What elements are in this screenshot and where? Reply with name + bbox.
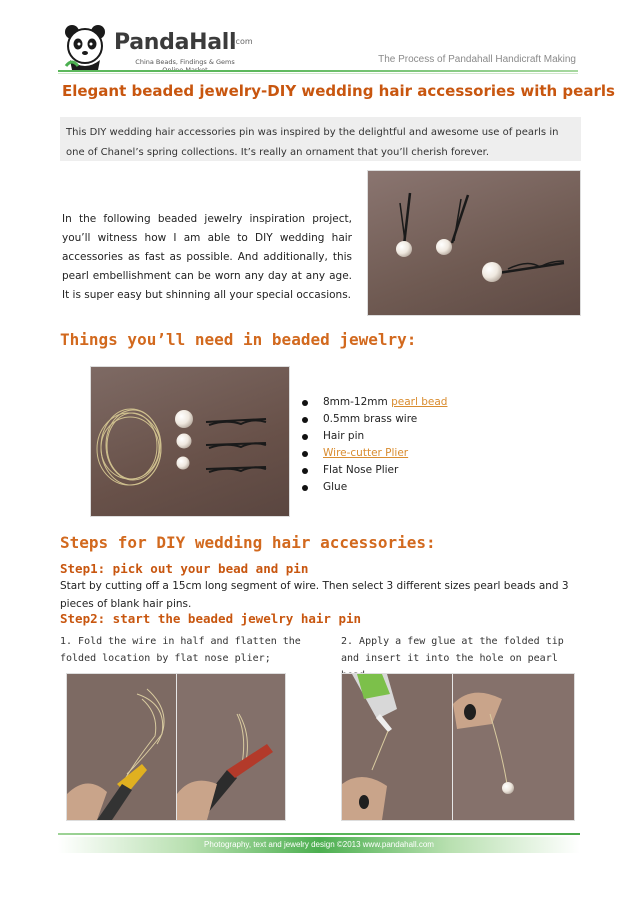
list-item bbox=[312, 428, 447, 445]
materials-photo bbox=[90, 366, 290, 517]
material-text: Glue bbox=[323, 481, 348, 493]
header-subtitle: The Process of Pandahall Handicraft Making bbox=[378, 54, 576, 65]
footer-credit: Photography, text and jewelry design ©2013 www.pandahall.com bbox=[204, 840, 434, 849]
material-text: 0.5mm brass wire bbox=[323, 413, 418, 425]
logo-domain: .com bbox=[233, 37, 253, 46]
logo-wordmark: PandaHall bbox=[114, 30, 237, 55]
header-divider bbox=[58, 70, 578, 72]
list-item bbox=[312, 445, 447, 462]
material-text: 8mm-12mm bbox=[323, 396, 392, 408]
list-item bbox=[312, 462, 447, 479]
photo-divider bbox=[176, 674, 177, 820]
materials-illustration bbox=[91, 367, 289, 516]
list-item bbox=[312, 479, 447, 496]
pearl-hairpins-photo bbox=[367, 170, 581, 316]
footer-divider bbox=[58, 833, 580, 835]
list-item bbox=[312, 394, 447, 411]
pearl-bead-link[interactable]: pearl bead bbox=[391, 396, 448, 408]
step2-instruction-1: 1. Fold the wire in half and flatten the folded location by flat nose plier; bbox=[60, 636, 301, 664]
folding-wire-photo bbox=[66, 673, 286, 821]
material-text: Hair pin bbox=[323, 430, 365, 442]
intro-paragraph bbox=[62, 210, 352, 305]
list-item bbox=[312, 411, 447, 428]
step2-heading: Step2: start the beaded jewelry hair pin bbox=[60, 611, 362, 626]
wire-cutter-plier-link[interactable]: Wire-cutter Plier bbox=[323, 447, 409, 459]
materials-heading: Things you’ll need in beaded jewelry: bbox=[60, 330, 417, 349]
intro-paragraph-text: In the following beaded jewelry inspiration project, you’ll witness how I am able to DIY wedding hair accessories as fast as possible. And additionally, this pearl embellishment can be worn any day at any age. It is super easy but shinning all your special occasions. bbox=[62, 213, 352, 301]
page-title: Elegant beaded jewelry-DIY wedding hair accessories with pearls bbox=[62, 82, 615, 100]
glue-pearl-illustration bbox=[342, 674, 574, 820]
step1-heading: Step1: pick out your bead and pin bbox=[60, 561, 309, 576]
step1-text: Start by cutting off a 15cm long segment of wire. Then select 3 different sizes pearl beads and 3 pieces of blank hair pins. bbox=[60, 580, 569, 610]
header-divider-thin bbox=[58, 73, 578, 74]
pearl-hairpins-illustration bbox=[368, 171, 580, 315]
glue-pearl-photo bbox=[341, 673, 575, 821]
material-text: Flat Nose Plier bbox=[323, 464, 399, 476]
panda-icon bbox=[62, 22, 110, 72]
materials-list bbox=[312, 394, 447, 496]
photo-divider bbox=[452, 674, 453, 820]
steps-heading: Steps for DIY wedding hair accessories: bbox=[60, 533, 436, 552]
logo-tagline-line1: China Beads, Findings & Gems bbox=[135, 58, 235, 66]
step2-instruction-2: 2. Apply a few glue at the folded tip and insert it into the hole on pearl bbox=[341, 636, 564, 664]
intro-text: This DIY wedding hair accessories pin was inspired by the delightful and awesome use of pearls in one of Chanel’s spring collections. It’s really an ornament that you’ll cherish forever. bbox=[66, 127, 559, 158]
